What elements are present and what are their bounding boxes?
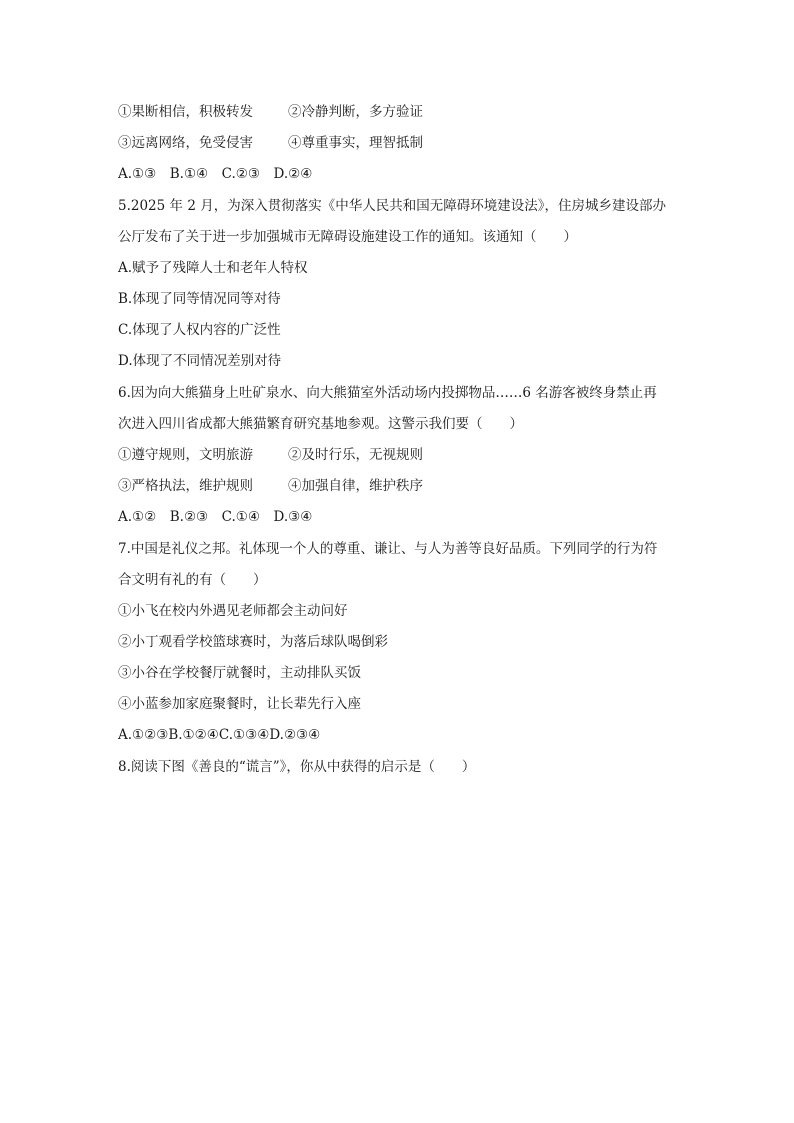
q7-choices: A.①②③B.①②④C.①③④D.②③④ [118, 727, 321, 743]
q4-options-row-1 [118, 102, 678, 122]
q4-option-3: ③远离网络，免受侵害 [118, 135, 253, 151]
q6-options-row-1 [118, 445, 678, 465]
q6-choices: A.①② B.②③ C.①④ D.③④ [118, 509, 313, 525]
q4-option-4: ④尊重事实，理智抵制 [288, 135, 423, 151]
q5-option-b: B.体现了同等情况同等对待 [118, 291, 281, 307]
q6-options-row-2 [118, 476, 678, 496]
q6-option-2: ②及时行乐，无视规则 [288, 447, 423, 463]
q6-option-3: ③严格执法，维护规则 [118, 478, 253, 494]
q5-option-a: A.赋予了残障人士和老年人特权 [118, 260, 308, 276]
q6-option-4: ④加强自律，维护秩序 [288, 478, 423, 494]
q7-option-3: ③小谷在学校餐厅就餐时，主动排队买饭 [118, 665, 361, 681]
q6-option-1: ①遵守规则，文明旅游 [118, 447, 253, 463]
q5-option-d: D.体现了不同情况差别对待 [118, 353, 282, 369]
q6-stem-line-1: 6.因为向大熊猫身上吐矿泉水、向大熊猫室外活动场内投掷物品……6 名游客被终身禁止再 [118, 385, 657, 401]
q4-option-2: ②冷静判断，多方验证 [288, 104, 423, 120]
q7-stem-line-2: 合文明有礼的有（ ） [118, 572, 267, 588]
q5-stem-line-1: 5.2025 年 2 月，为深入贯彻落实《中华人民共和国无障碍环境建设法》，住房城乡建设部办 [118, 198, 666, 214]
q4-option-1: ①果断相信，积极转发 [118, 104, 253, 120]
q7-option-4: ④小蓝参加家庭聚餐时，让长辈先行入座 [118, 696, 361, 712]
q8-stem: 8.阅读下图《善良的“谎言”》，你从中获得的启示是（ ） [118, 759, 476, 775]
q4-options-row-2 [118, 133, 678, 153]
q4-choices: A.①③ B.①④ C.②③ D.②④ [118, 166, 313, 182]
q5-option-c: C.体现了人权内容的广泛性 [118, 322, 281, 338]
q6-stem-line-2: 次进入四川省成都大熊猫繁育研究基地参观。这警示我们要（ ） [118, 416, 523, 432]
q5-stem-line-2: 公厅发布了关于进一步加强城市无障碍设施建设工作的通知。该通知（ ） [118, 229, 577, 245]
q7-option-1: ①小飞在校内外遇见老师都会主动问好 [118, 603, 348, 619]
q7-stem-line-1: 7.中国是礼仪之邦。礼体现一个人的尊重、谦让、与人为善等良好品质。下列同学的行为符 [118, 541, 658, 557]
q7-option-2: ②小丁观看学校篮球赛时，为落后球队喝倒彩 [118, 634, 388, 650]
